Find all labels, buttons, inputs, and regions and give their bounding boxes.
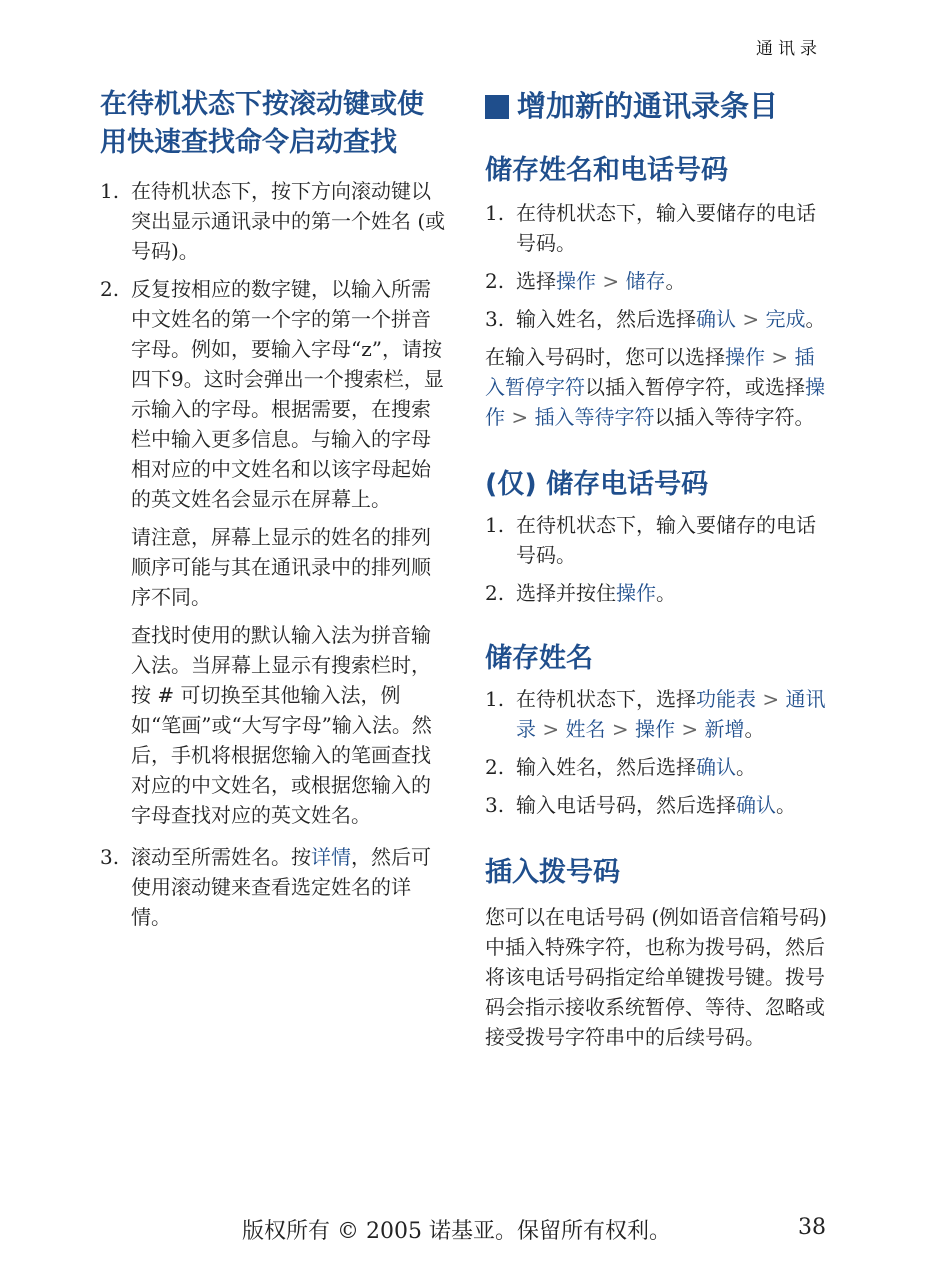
para-text: 在输入号码时，您可以选择 bbox=[485, 345, 725, 369]
step-number: 3. bbox=[100, 845, 120, 869]
left-steps bbox=[100, 176, 450, 514]
menu-link-options[interactable]: 操作 bbox=[634, 717, 675, 741]
menu-separator: > bbox=[674, 717, 705, 741]
menu-separator: > bbox=[756, 687, 786, 711]
list-item bbox=[485, 790, 830, 820]
step-number: 1. bbox=[485, 201, 505, 225]
info-paragraph bbox=[485, 342, 830, 432]
note-paragraph: 请注意，屏幕上显示的姓名的排列顺序可能与其在通讯录中的排列顺序不同。 bbox=[131, 525, 431, 609]
details-link[interactable]: 详情 bbox=[311, 845, 351, 869]
section-heading: 插入拨号码 bbox=[485, 857, 620, 888]
step-number: 2. bbox=[485, 269, 505, 293]
menu-link-contacts[interactable]: 通讯录 bbox=[516, 687, 826, 741]
menu-separator: > bbox=[596, 269, 626, 293]
step-number: 2. bbox=[100, 277, 120, 301]
menu-link-ok[interactable]: 确认 bbox=[696, 307, 736, 331]
menu-link-options[interactable]: 操作 bbox=[616, 581, 656, 605]
info-paragraph: 您可以在电话号码 (例如语音信箱号码) 中插入特殊字符，也称为拨号码，然后将该电话号码指定给单键拨号键。拨号码会指示接收系统暂停、等待、忽略或接受拨号字符串中的后续号码。 bbox=[485, 905, 827, 1049]
main-heading-text: 增加新的通讯录条目 bbox=[517, 89, 779, 123]
step-number: 3. bbox=[485, 793, 505, 817]
step-number: 1. bbox=[485, 513, 505, 537]
menu-link-options[interactable]: 操作 bbox=[485, 375, 825, 429]
menu-separator: > bbox=[605, 717, 635, 741]
step-text: 输入姓名，然后选择 bbox=[516, 755, 696, 779]
list-item bbox=[485, 752, 830, 782]
para-text: 以插入暂停字符，或选择 bbox=[585, 375, 805, 399]
list-item bbox=[100, 842, 450, 932]
right-column bbox=[485, 86, 830, 1052]
step-number: 2. bbox=[485, 755, 505, 779]
step-number: 1. bbox=[485, 687, 505, 711]
menu-link-options[interactable]: 操作 bbox=[725, 345, 765, 369]
menu-link-ok[interactable]: 确认 bbox=[736, 793, 776, 817]
sec1-steps bbox=[485, 198, 830, 334]
step-text: 输入姓名，然后选择 bbox=[516, 307, 696, 331]
step-text: 在待机状态下，选择 bbox=[516, 687, 696, 711]
step-text: 在待机状态下，输入要储存的电话号码。 bbox=[516, 201, 816, 255]
step-number: 3. bbox=[485, 307, 505, 331]
menu-link-insert-pause[interactable]: 插入暂停字符 bbox=[485, 345, 815, 399]
step-number: 1. bbox=[100, 179, 120, 203]
list-item bbox=[485, 198, 830, 258]
left-heading: 在待机状态下按滚动键或使用快速查找命令启动查找 bbox=[100, 89, 424, 158]
list-item bbox=[485, 304, 830, 334]
square-bullet-icon bbox=[485, 95, 509, 119]
left-column bbox=[100, 86, 450, 932]
list-item bbox=[100, 274, 450, 514]
step-text: ，然后可使用滚动键来查看选定姓名的详情。 bbox=[131, 845, 431, 929]
step-text: 。 bbox=[805, 307, 826, 331]
note-paragraph: 查找时使用的默认输入法为拼音输入法。当屏幕上显示有搜索栏时，按 # 可切换至其他输入法，例如“笔画”或“大写字母”输入法。然后，手机将根据您输入的笔画查找对应的中文姓名，或根据您输入的字母查找对应的英文姓名。 bbox=[131, 623, 432, 827]
list-item bbox=[485, 510, 830, 570]
section-heading: 储存姓名和电话号码 bbox=[485, 155, 728, 186]
para-text: 以插入等待字符。 bbox=[654, 405, 815, 429]
section-heading: (仅) 储存电话号码 bbox=[485, 469, 709, 500]
menu-link-add-new[interactable]: 新增 bbox=[704, 717, 745, 741]
step-text: 。 bbox=[776, 793, 796, 817]
copyright-footer: 版权所有 © 2005 诺基亚。保留所有权利。 bbox=[242, 1219, 671, 1244]
step-text: 。 bbox=[656, 581, 676, 605]
section-heading: 储存姓名 bbox=[485, 643, 593, 674]
list-item bbox=[485, 684, 830, 744]
step-text: 。 bbox=[665, 269, 686, 293]
sec3-steps bbox=[485, 684, 830, 820]
menu-link-insert-wait[interactable]: 插入等待字符 bbox=[534, 405, 655, 429]
main-heading bbox=[485, 86, 830, 126]
menu-link-options[interactable]: 操作 bbox=[556, 269, 596, 293]
step-text: 。 bbox=[744, 717, 765, 741]
step-text: 反复按相应的数字键，以输入所需中文姓名的第一个字的第一个拼音字母。例如，要输入字母“z”，请按四下9。这时会弹出一个搜索栏，显示输入的字母。根据需要，在搜索栏中输入更多信息。与输入的字母相对应的中文姓名和以该字母起始的英文姓名会显示在屏幕上。 bbox=[131, 277, 444, 511]
menu-link-names[interactable]: 姓名 bbox=[565, 717, 606, 741]
step-text: 输入电话号码，然后选择 bbox=[516, 793, 736, 817]
menu-link-save[interactable]: 储存 bbox=[625, 269, 666, 293]
menu-separator: > bbox=[765, 345, 795, 369]
menu-link-menu[interactable]: 功能表 bbox=[696, 687, 756, 711]
section-header: 通讯录 bbox=[756, 39, 822, 59]
page-number: 38 bbox=[798, 1215, 826, 1240]
sec2-steps bbox=[485, 510, 830, 608]
menu-link-ok[interactable]: 确认 bbox=[696, 755, 736, 779]
step-text: 滚动至所需姓名。按 bbox=[131, 845, 311, 869]
step-text: 选择并按住 bbox=[516, 581, 616, 605]
menu-separator: > bbox=[536, 717, 566, 741]
step-number: 2. bbox=[485, 581, 505, 605]
step-text: 。 bbox=[736, 755, 756, 779]
step-text: 选择 bbox=[516, 269, 556, 293]
left-steps-continued bbox=[100, 842, 450, 932]
menu-separator: > bbox=[736, 307, 766, 331]
list-item bbox=[485, 578, 830, 608]
step-text: 在待机状态下，按下方向滚动键以突出显示通讯录中的第一个姓名 (或号码)。 bbox=[131, 179, 446, 263]
menu-separator: > bbox=[505, 405, 535, 429]
list-item bbox=[100, 176, 450, 266]
menu-link-done[interactable]: 完成 bbox=[765, 307, 806, 331]
list-item bbox=[485, 266, 830, 296]
step-text: 在待机状态下，输入要储存的电话号码。 bbox=[516, 513, 816, 567]
